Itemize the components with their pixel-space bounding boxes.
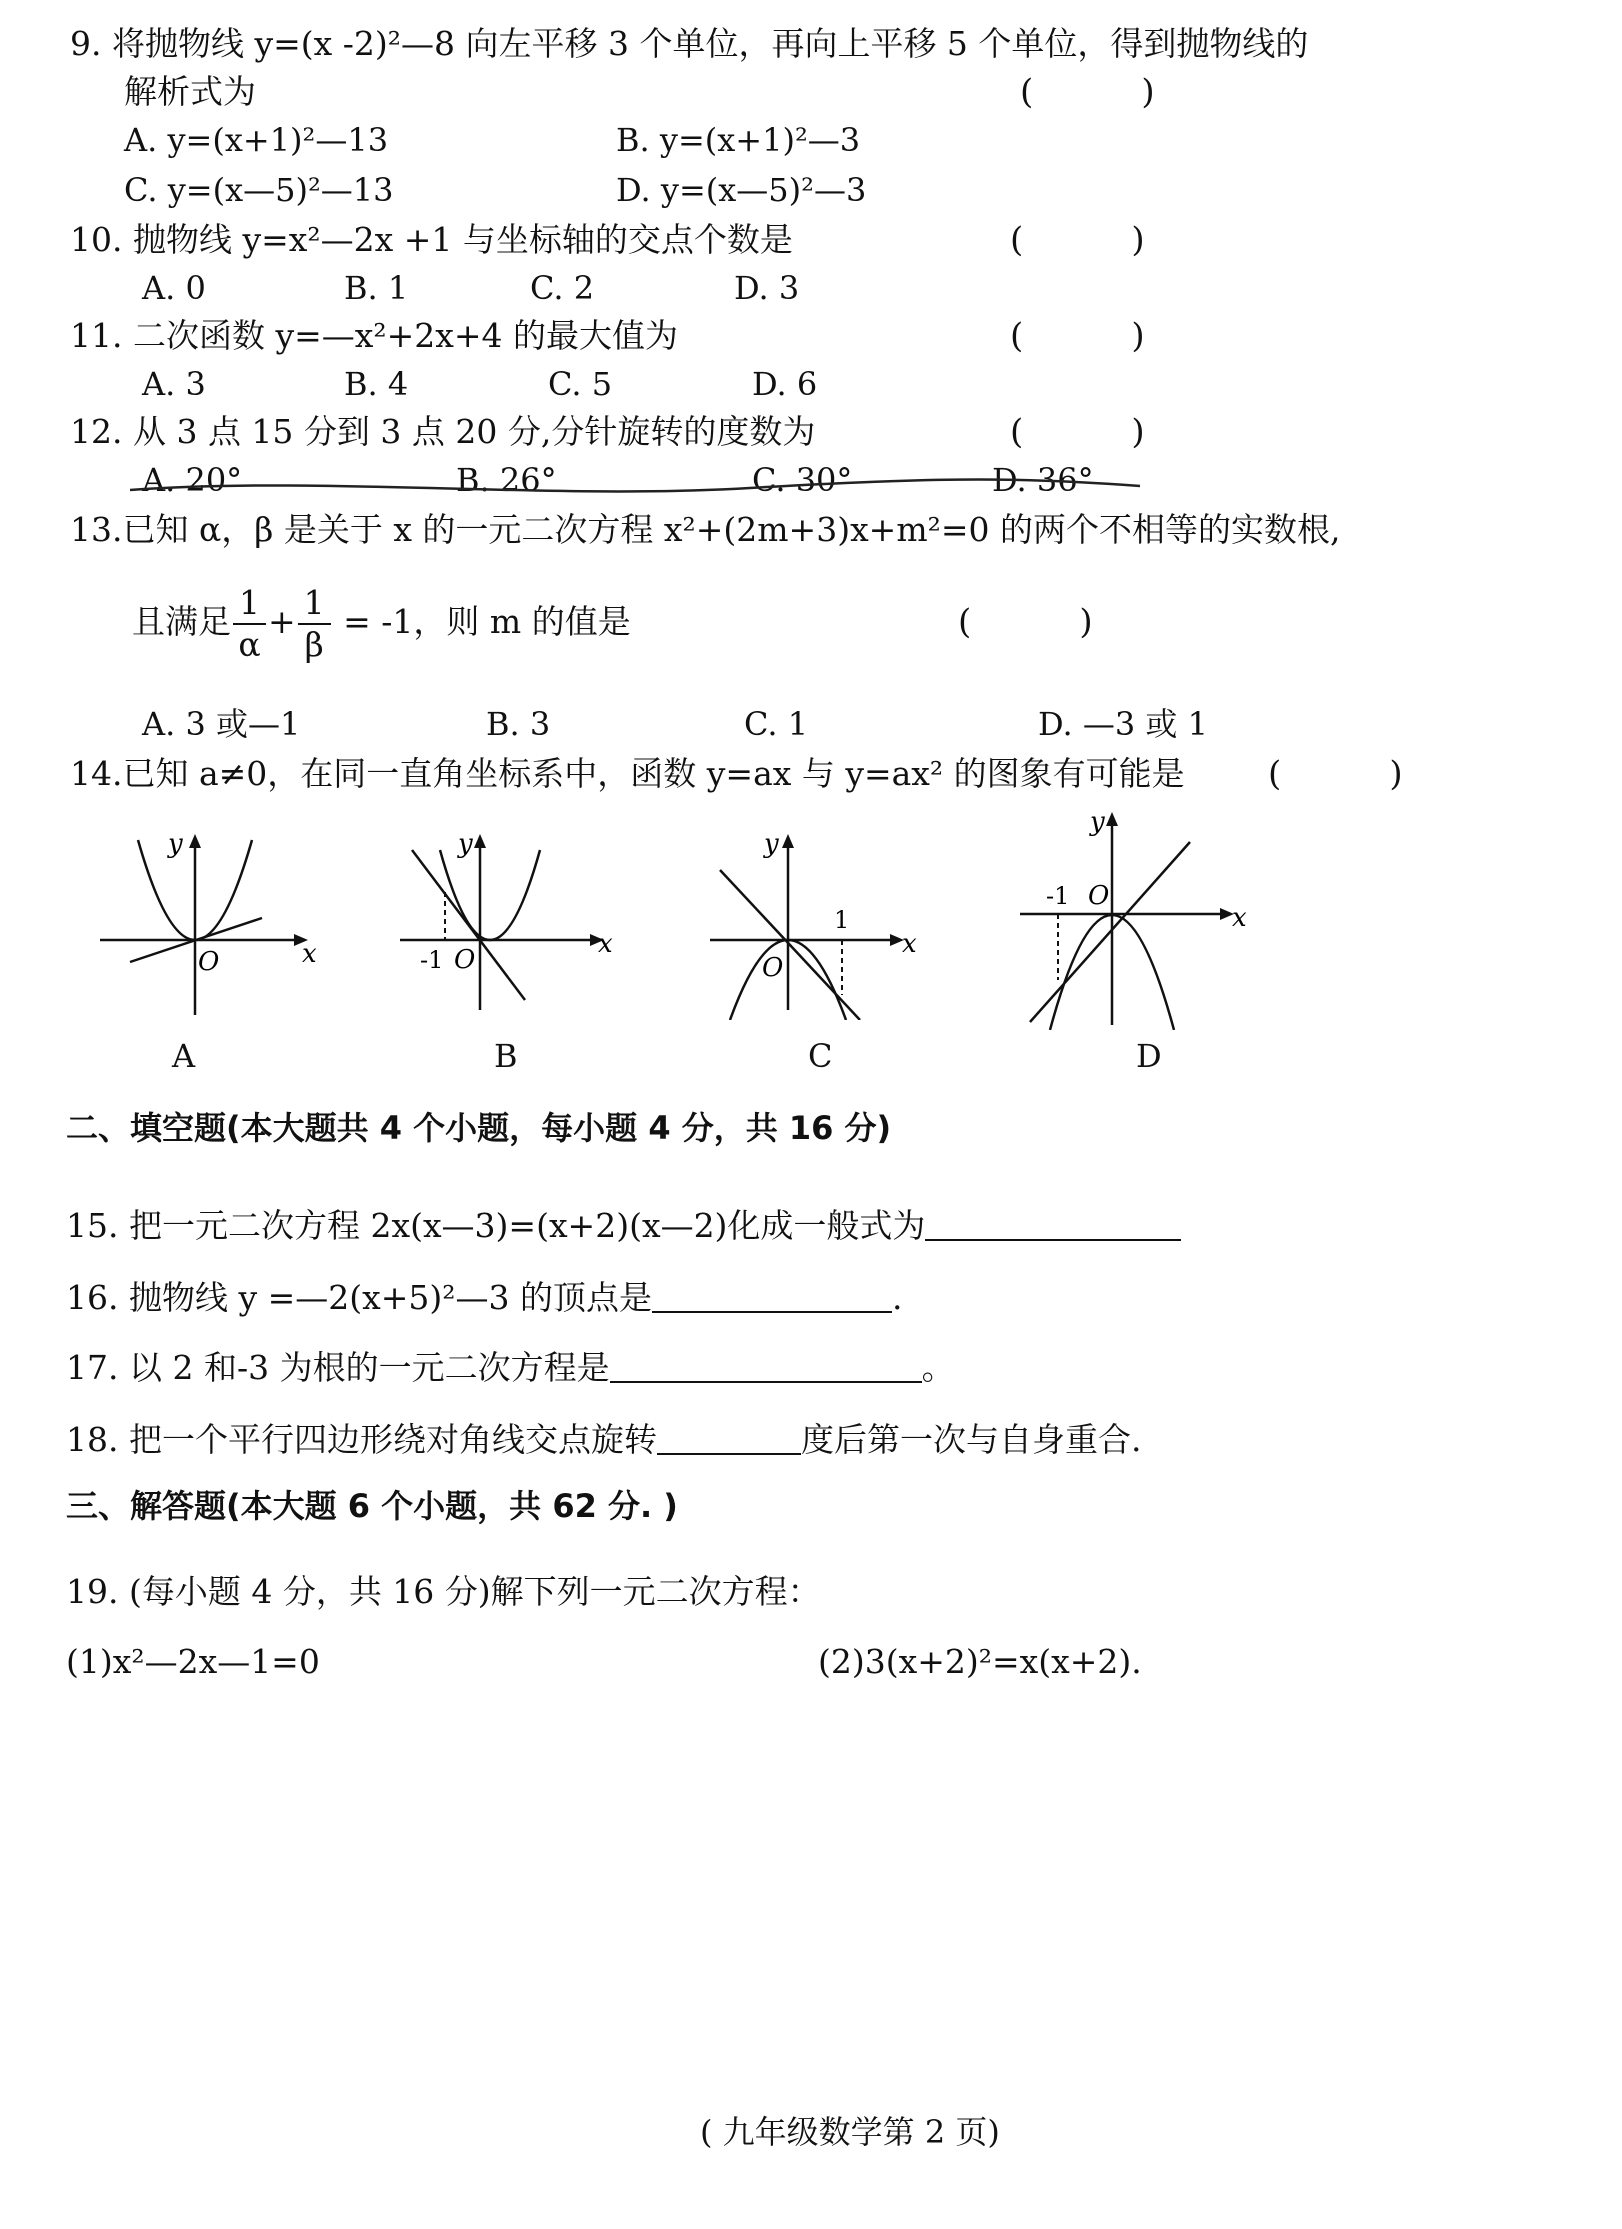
q13-option-c: C. 1 [744, 705, 809, 743]
q17-end: 。 [921, 1348, 955, 1387]
graph-a-label: A [172, 1037, 196, 1075]
y-axis-label: y [168, 829, 183, 859]
y-axis-label: y [1090, 807, 1105, 837]
q16-stem: 16. 抛物线 y =—2(x+5)²—3 的顶点是 [66, 1278, 652, 1317]
q10-option-c: C. 2 [530, 269, 595, 307]
q18-line [66, 1418, 1141, 1462]
x-axis-label: x [302, 939, 317, 969]
q17-stem: 17. 以 2 和-3 为根的一元二次方程是 [66, 1348, 610, 1387]
y-axis-label: y [458, 829, 473, 859]
q9-stem-line2: 解析式为 [124, 72, 256, 111]
graph-b-label: B [494, 1037, 518, 1075]
q9-stem-line1: 9. 将抛物线 y=(x -2)²—8 向左平移 3 个单位，再向上平移 5 个单位，得到抛物线的 [70, 24, 1309, 63]
q15-line [66, 1204, 1181, 1248]
q13-stem-post: = -1，则 m 的值是 [332, 602, 631, 641]
plus-sign: + [268, 602, 296, 641]
q18-answer-blank[interactable] [657, 1419, 801, 1455]
q17-answer-blank[interactable] [610, 1347, 922, 1383]
q10-option-a: A. 0 [142, 269, 206, 307]
q11-option-a: A. 3 [142, 365, 206, 403]
q12-option-d: D. 36° [992, 461, 1094, 499]
y-axis-arrow [189, 834, 201, 848]
origin-label: O [1088, 881, 1110, 911]
x-axis-label: x [902, 929, 917, 959]
graph-b [390, 820, 630, 1020]
q12-stem: 12. 从 3 点 15 分到 3 点 20 分,分针旋转的度数为 [70, 412, 816, 451]
tick-mark-label: -1 [1046, 882, 1070, 910]
fraction-numerator: 1 [298, 583, 331, 625]
q9-option-b: B. y=(x+1)²—3 [616, 121, 861, 159]
y-axis-arrow [474, 834, 486, 848]
q17-line [66, 1346, 955, 1390]
q12-answer-paren: ( ) [1010, 412, 1145, 452]
q14-stem: 14.已知 a≠0，在同一直角坐标系中，函数 y=ax 与 y=ax² 的图象有可能是 [70, 754, 1185, 793]
graph-c-label: C [808, 1037, 833, 1075]
q11-option-b: B. 4 [344, 365, 409, 403]
line-curve [720, 870, 860, 1020]
parabola-curve [440, 850, 540, 940]
graph-d [1010, 800, 1260, 1030]
q12-option-b: B. 26° [456, 461, 557, 499]
y-axis-label: y [764, 829, 779, 859]
fraction-denominator: α [238, 625, 261, 664]
q19-stem: 19. (每小题 4 分，共 16 分)解下列一元二次方程： [66, 1572, 821, 1611]
q18-stem: 18. 把一个平行四边形绕对角线交点旋转 [66, 1420, 657, 1459]
graph-d-label: D [1136, 1037, 1162, 1075]
page-footer: ( 九年级数学第 2 页) [700, 2113, 1000, 2151]
graph-a [90, 820, 330, 1020]
q9-answer-paren: ( ) [1020, 72, 1155, 112]
origin-label: O [198, 947, 220, 977]
q19-part1: (1)x²—2x—1=0 [66, 1642, 320, 1681]
fraction-denominator: β [304, 625, 324, 664]
line-curve [1030, 842, 1190, 1022]
q9-option-c: C. y=(x—5)²—13 [124, 171, 394, 209]
q14-answer-paren: ( ) [1268, 754, 1403, 794]
x-axis-label: x [1232, 903, 1247, 933]
q10-stem: 10. 抛物线 y=x²—2x +1 与坐标轴的交点个数是 [70, 220, 793, 259]
q19-part2: (2)3(x+2)²=x(x+2). [818, 1642, 1142, 1681]
q10-answer-paren: ( ) [1010, 220, 1145, 260]
q13-option-d: D. —3 或 1 [1038, 705, 1208, 743]
pen-scribble-mark [130, 470, 1150, 510]
y-axis-arrow [782, 834, 794, 848]
y-axis-arrow [1106, 812, 1118, 826]
q11-option-c: C. 5 [548, 365, 613, 403]
q9-option-d: D. y=(x—5)²—3 [616, 171, 867, 209]
line-curve [412, 850, 525, 1000]
q13-option-a: A. 3 或—1 [142, 705, 301, 743]
q11-stem: 11. 二次函数 y=—x²+2x+4 的最大值为 [70, 316, 678, 355]
q16-answer-blank[interactable] [652, 1277, 892, 1313]
q13-stem-pre: 且满足 [132, 602, 231, 641]
q13-option-b: B. 3 [486, 705, 551, 743]
graph-c [700, 820, 940, 1020]
q9-option-a: A. y=(x+1)²—13 [124, 121, 389, 159]
q15-answer-blank[interactable] [925, 1205, 1181, 1241]
q10-option-b: B. 1 [344, 269, 409, 307]
fraction-one-over-alpha [233, 583, 266, 665]
section-solve-heading: 三、解答题(本大题 6 个小题，共 62 分. ) [66, 1487, 678, 1525]
section-fill-in-heading: 二、填空题(本大题共 4 个小题，每小题 4 分，共 16 分) [66, 1109, 892, 1147]
q11-option-d: D. 6 [752, 365, 818, 403]
q15-stem: 15. 把一元二次方程 2x(x—3)=(x+2)(x—2)化成一般式为 [66, 1206, 926, 1245]
origin-label: O [762, 953, 784, 983]
q13-stem-line2 [132, 580, 631, 665]
x-axis-label: x [598, 929, 613, 959]
q18-end: 度后第一次与自身重合. [800, 1420, 1142, 1459]
q12-option-c: C. 30° [752, 461, 853, 499]
origin-label: O [454, 945, 476, 975]
tick-mark-label: -1 [420, 946, 444, 974]
q11-answer-paren: ( ) [1010, 316, 1145, 356]
q10-option-d: D. 3 [734, 269, 800, 307]
q12-option-a: A. 20° [142, 461, 243, 499]
q16-line [66, 1276, 902, 1320]
q13-answer-paren: ( ) [958, 602, 1093, 642]
q13-stem-line1: 13.已知 α，β 是关于 x 的一元二次方程 x²+(2m+3)x+m²=0 的两个不相等的实数根, [70, 510, 1341, 549]
tick-mark-label: 1 [834, 906, 850, 934]
q16-end: . [891, 1278, 903, 1317]
fraction-numerator: 1 [233, 583, 266, 625]
fraction-one-over-beta [298, 583, 331, 665]
